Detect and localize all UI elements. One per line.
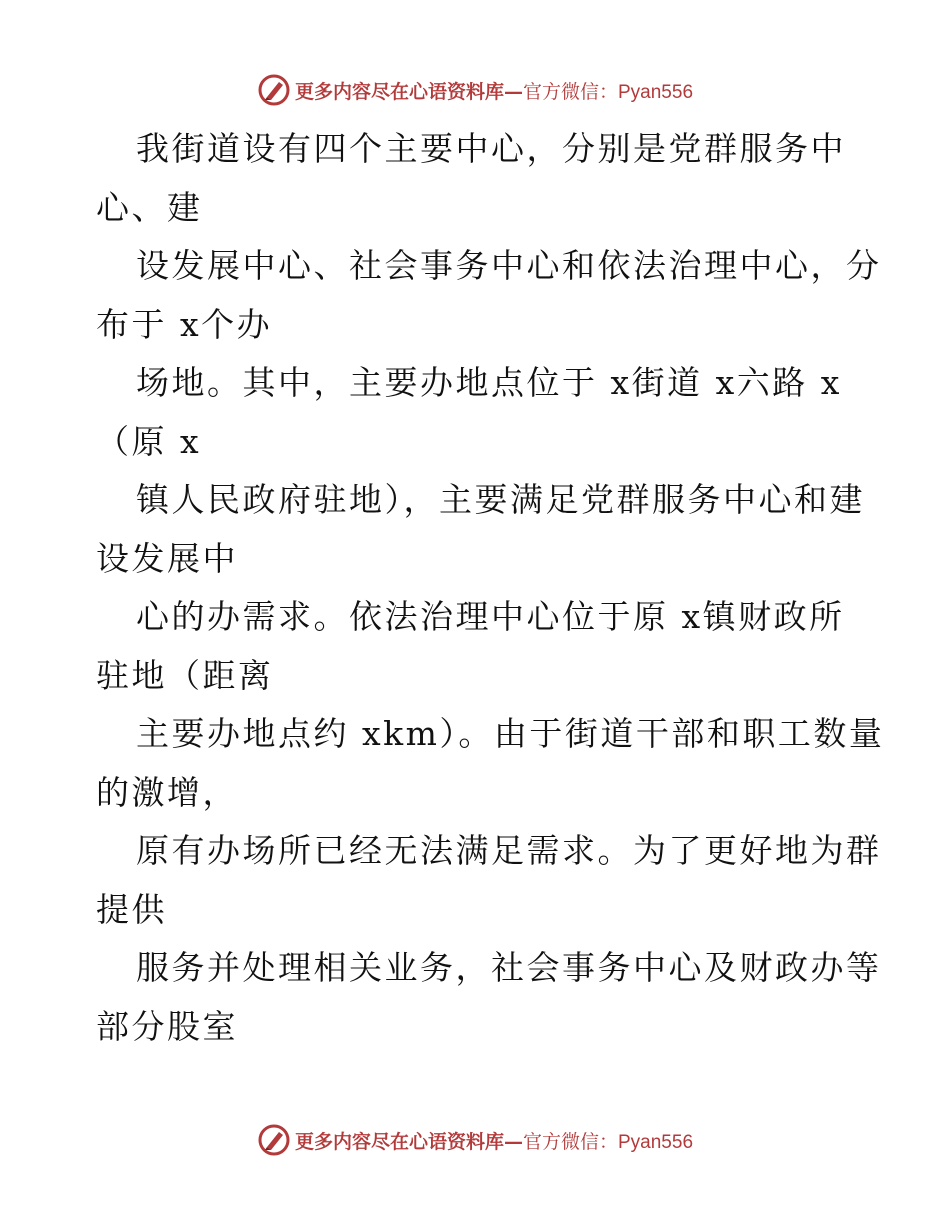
header-banner [0,70,950,110]
text-line: 提供 [96,889,167,929]
banner-separator: — [504,80,523,103]
text-line: 心的办需求。依法治理中心位于原 x镇财政所 [136,597,845,636]
text-line: 主要办地点约 xkm）。由于街道干部和职工数量 [136,714,885,753]
text-line: 原有办场所已经无法满足需求。为了更好地为群 [136,831,882,870]
text-line: 的激增， [96,772,238,812]
text-line: （原 x [96,421,202,461]
text-line: 设发展中 [96,538,238,578]
text-line: 驻地（距离 [96,655,274,695]
pen-logo-icon [257,73,291,107]
pen-logo-icon [257,1123,291,1157]
text-line: 部分股室 [96,1006,238,1046]
text-line: 服务并处理相关业务，社会事务中心及财政办等 [136,948,882,987]
banner-separator: — [504,1130,523,1153]
banner-contact: 官方微信：Pyan556 [523,1131,694,1153]
banner-title: 更多内容尽在心语资料库 [294,80,504,103]
banner-contact: 官方微信：Pyan556 [523,81,694,103]
text-line: 心、建 [96,187,203,227]
footer-banner [0,1120,950,1160]
banner-text [295,1127,693,1154]
text-line: 我街道设有四个主要中心，分别是党群服务中 [136,129,846,168]
text-line: 镇人民政府驻地），主要满足党群服务中心和建 [136,480,865,519]
text-line: 设发展中心、社会事务中心和依法治理中心，分 [136,246,882,285]
document-body [96,120,885,1056]
banner-text [295,77,693,104]
text-line: 场地。其中，主要办地点位于 x街道 x六路 x [136,363,842,402]
banner-title: 更多内容尽在心语资料库 [294,1130,504,1153]
text-line: 布于 x个办 [96,304,273,344]
